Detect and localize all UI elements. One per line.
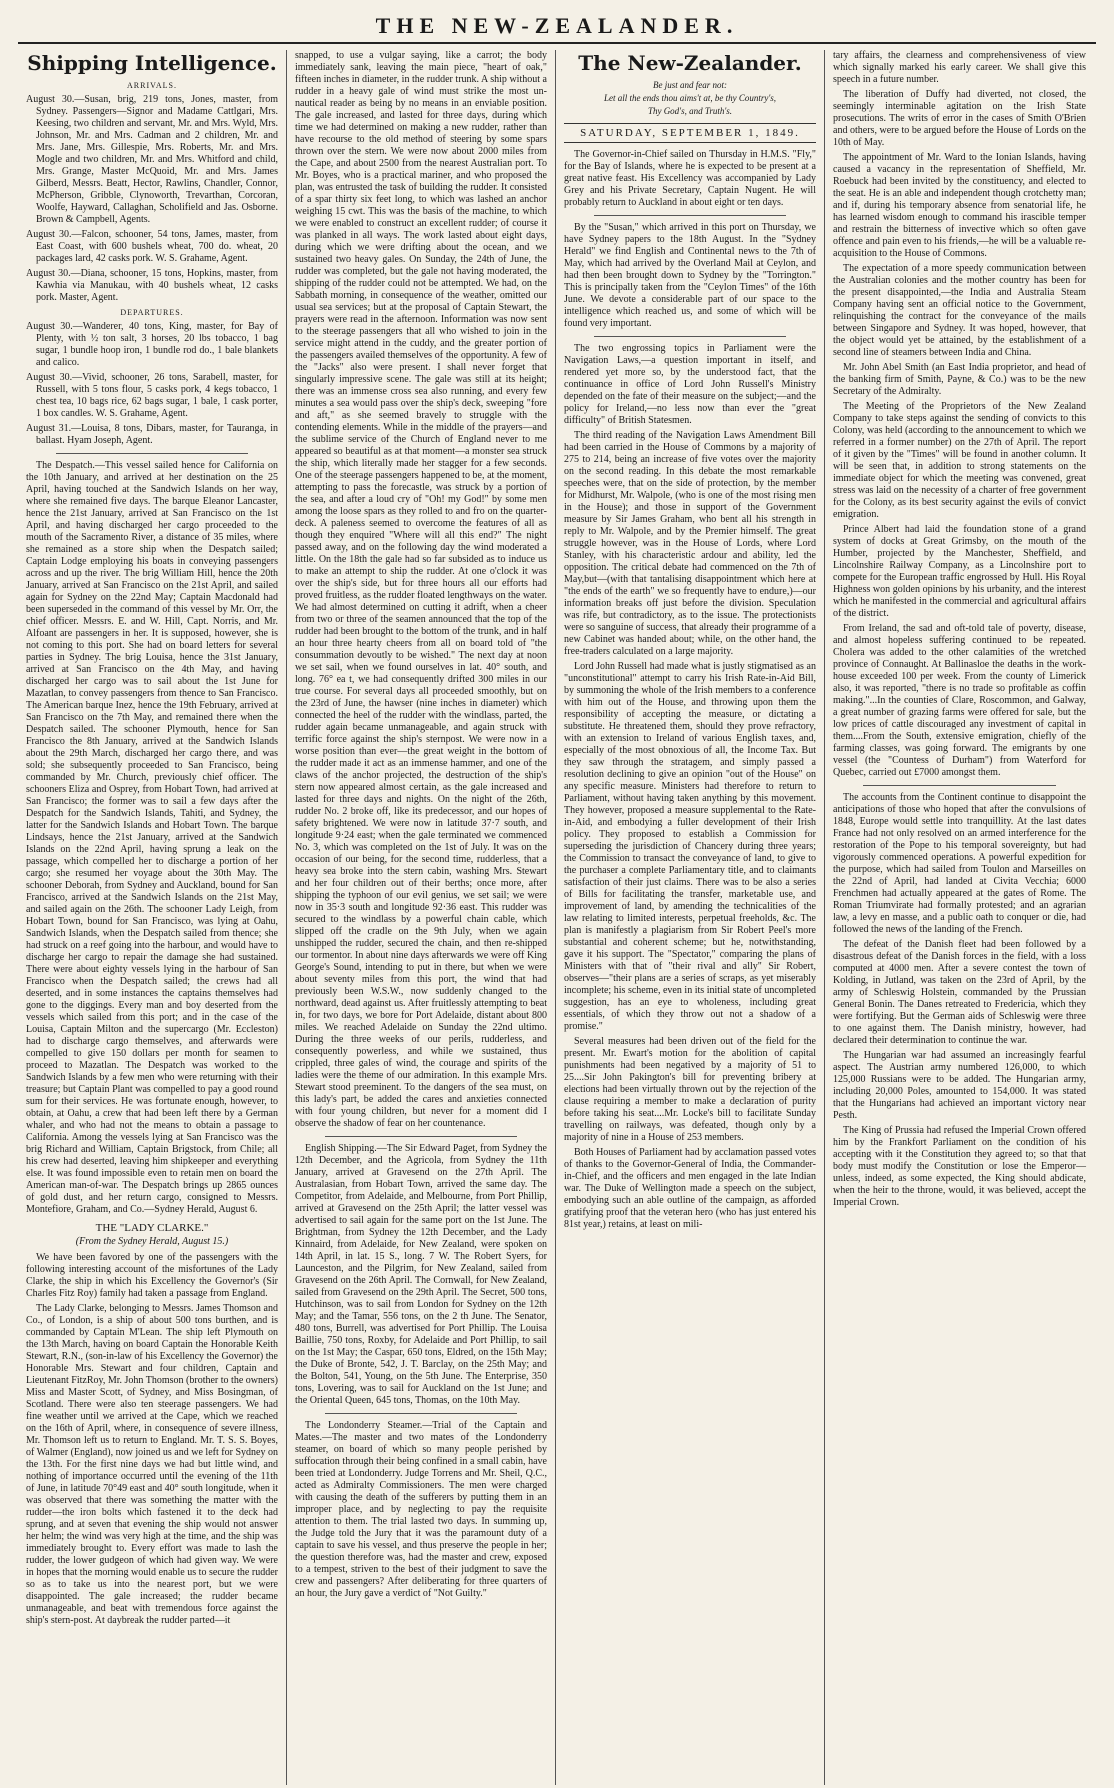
despatch-article: The Despatch.—This vessel sailed hence for California on the 10th January, and arrived at her destination on the 25 April, having touched at the Sandwich Islands on her way, where she remained five days. The barque Eleanor Lancaster, hence the 21st January, arrived at San Francisco on the 1st April, and having discharged her cargo proceeded to the mouth of the Sacramento River, a distance of 35 miles, where she remained as a store ship when the Despatch sailed; Captain Lodge employing his boats in conveying passengers across and up the river. The brig William Hill, hence the 20th January, arrived at San Francisco on the 21st April, and sailed again for Sydney on the 22nd May; Captain Macdonald had been superseded in the command of this vessel by Mr. Orr, the chief officer. Messrs. E. and W. Hill, Capt. Norris, and Mr. Alfoant are passengers in her. It is supposed, however, she is not coming to this port. She had on board letters for several parties in Sydney. The brig Louisa, hence the 31st January, arrived at San Francisco on the 4th May, and having discharged her cargo was to sail about the 1st June for Mazatlan, to convey passengers from thence to San Francisco. The American barque Inez, hence the 19th February, arrived at San Francisco on the 7th May, and remained there when the Despatch sailed. The schooner Plymouth, hence for San Francisco the 8th January, arrived at the Sandwich Islands about the 29th March, discharged her cargo there, and was sold; she subsequently proceeded to San Francisco, being commanded by Mr. Church, previously chief officer. The schooners Eliza and Osprey, from Hobart Town, had arrived at San Francisco; the former was to sail a few days after the Despatch for the Sandwich Islands, Tahiti, and Sydney, the latter for the Sandwich Islands and Hobart Town. The barque Lindsays, hence the 21st January, arrived at the Sandwich Islands on the 22nd April, having sprung a leak on the passage, which compelled her to discharge a portion of her cargo; she resumed her voyage about the 30th May. The schooner Deborah, from Sydney and Auckland, bound for San Francisco, arrived at the Sandwich Islands on the 21st May, and sailed again on the 26th. The schooner Lady Leigh, from Hobart Town, bound for San Francisco, was lying at Oahu, Sandwich Islands, when the Despatch sailed from thence; she had struck on a reef going into the harbour, and would have to discharge her cargo to repair the damage she had sustained. There were about eighty vessels lying in the harbour of San Francisco when the Despatch sailed; the crews had all deserted, and in some instances the captains themselves had gone to the diggings. Every man and boy deserted from the vessels which sailed from this port; and in the case of the Louisa, Captain Milton and the supercargo (Mr. Eccleston) had to discharge cargo themselves, and afterwards were compelled to give 150 dollars per month for seamen to proceed to Mazatlan. The Despatch was worked to the Sandwich Islands by a few men who were returning with their treasure; but Captain Plant was compelled to pay a good round sum for their services. He was fortunate enough, however, to obtain, at Oahu, a crew that had been left there by a German whaler, and who had not the means to obtain a passage to California. Among the vessels lying at San Francisco was the brig Richard and William, Captain Brigstock, from Chile; all his crew had deserted, leaving him shipkeeper and everything else. It was found impossible even to retain men on board the American man-of-war. The Despatch brings up 2865 ounces of gold dust, and her return cargo, consigned to Messrs. Montefiore, Graham, and Co.—Sydney Herald, August 6. (26, 460, 278, 1215)
editorial-heading: The New-Zealander. (578, 51, 802, 75)
news-paragraph: The appointment of Mr. Ward to the Ionian Islands, having caused a vacancy in the representation of Sheffield, Mr. Roebuck had been invited by the constituency, and elected to the seat. He is an able and independent though crotchetty man; and if, during his temporary absence from senatorial life, he has learned wisdom enough to command his irascible temper and restrain the bitterness of invective which so often gave offence and pain even to his friends,—he will be a valuable re-acquisition to the House of Commons. (833, 152, 1086, 259)
shipping-intelligence-heading: Shipping Intelligence. (27, 51, 277, 75)
editorial-paragraph: Several measures had been driven out of the field for the present. Mr. Ewart's motion for the abolition of capital punishments had been negatived by a majority of 51 to 25....Sir John Pakington's bill for preventing bribery at elections had been virtually thrown out by the rejection of the clause requiring a member to make a declaration of purity before taking his seat....Mr. Locke's bill to facilitate Sunday travelling on railways, was defeated, though only by a majority of nine in a House of 253 members. (564, 1036, 816, 1143)
english-shipping-article: English Shipping.—The Sir Edward Paget, from Sydney the 12th December, and the Agricola, from Sydney the 11th January, arrived at Gravesend on the 27th April. The Australasian, from Hobart Town, arrived the same day. The Competitor, from Adelaide, and Melbourne, from Port Phillip, arrived at Gravesend on the 25th April; the latter vessel was advertised to sail again for the same port on the 1st June. The Brightman, from Sydney the 12th December, and the Lady Kinnaird, from Adelaide, for New Zealand, were spoken on 14th April, in lat. 15 S., long. 7 W. The Robert Syers, for Launceston, and the Pilgrim, for New Zealand, sailed from Gravesend on the 26th April. The Cornwall, for New Zealand, sailed from Gravesend on the 29th April. The Secret, 500 tons, Hutchinson, was to sail from London for Sydney on the 12th May; and the Tamar, 556 tons, on the 2 th June. The Senator, 480 tons, Burrell, was advertised for Port Phillip. The Louisa Baillie, 750 tons, Roxby, for Adelaide and Port Phillip, to sail on the 1st May; the Caspar, 650 tons, Eldred, on the 15th May; the Duke of Bronte, 542, J. T. Barclay, on the 25th May; and the Bolton, 541, Young, on the 5th June. The Enterprise, 350 tons, Lovering, was to sail for Auckland on the 1st June; and the Oriental Queen, 645 tons, Thomas, on the 10th May. (295, 1143, 547, 1406)
divider (325, 1413, 517, 1414)
news-paragraph: The Hungarian war had assumed an increasingly fearful aspect. The Austrian army numbered 126,000, to which 125,000 Russians were to be added. The Hungarian army, including 20,000 Poles, amounted to 154,000. It was stated that the Hungarians had achieved an important victory near Pesth. (833, 1050, 1086, 1121)
news-paragraph: The Meeting of the Proprietors of the New Zealand Company to take steps against the sending of convicts to this Colony, was held (according to the announcement to which we referred in a former number) on the 27th of April. The report of it given by the "Times" will be found in another column. It will be seen that, in addition to strong statements on the immediate object for which the meeting was convened, great stress was laid on the necessity of a charter of free government for the Colony, as its best security against the evils of convict emigration. (833, 401, 1086, 520)
divider (594, 215, 786, 216)
columns (18, 50, 1096, 1785)
departures-label: DEPARTURES. (120, 308, 184, 317)
news-paragraph: Prince Albert had laid the foundation stone of a grand system of docks at Great Grimsby, on the mouth of the Humber, projected by the Manchester, Sheffield, and Lincolnshire Railway Company, as a Lincolnshire port to compete for the European traffic engrossed by Hull. His Royal Highness won golden opinions by his urbanity, and the interest which he manifested in the commercial and agricultural affairs of the district. (833, 524, 1086, 619)
motto-line: Be just and fear not: (653, 80, 727, 90)
editorial-paragraph: Both Houses of Parliament had by acclamation passed votes of thanks to the Governor-General of India, the Commander-in-Chief, and the officers and men engaged in the late Indian war. The Duke of Wellington made a speech on the subject, embodying such an able outline of the campaign, as afforded gratifying proof that the veteran hero (who has just entered his 81st year,) retains, at least on mili- (564, 1147, 816, 1230)
editorial-paragraph: The Governor-in-Chief sailed on Thursday in H.M.S. "Fly," for the Bay of Islands, where he is expected to be present at a great native feast. His Excellency was accompanied by Lady Grey and his Private Secretary, Captain Nugent. He will probably return to Auckland in about eight or ten days. (564, 149, 816, 208)
divider (594, 336, 786, 337)
arrivals-list (26, 94, 278, 304)
motto-line: Let all the ends thou aims't at, be thy Country's, (603, 93, 777, 103)
news-paragraph: The accounts from the Continent continue to disappoint the anticipations of those who hoped that after the convulsions of 1848, Europe would settle into tranquillity. At the last dates France had not only resolved on an armed interference for the restoration of the Pope to his temporal sovereignty, but had vigorously commenced operations. A powerful expedition for the purpose, which had sailed from Toulon and Marseilles on the 22nd of April, had landed at Civita Vecchia; 6000 Frenchmen had actually appeared at the gates of Rome. The Roman Triumvirate had formally protested; and an agrarian law, a levy en masse, and a public oath to conquer or die, had followed the news of the landing of the French. (833, 792, 1086, 935)
masthead: THE NEW-ZEALANDER. (18, 0, 1096, 44)
news-paragraph: The defeat of the Danish fleet had been followed by a disastrous defeat of the Danish forces in the field, with a loss computed at 4000 men. After a severe contest the town of Kolding, in Jutland, was taken on the 23rd of April, by the army of Schleswig Holstein, commanded by the Prussian General Bonin. The Danes retreated to Fredericia, which they were fortifying. But the German aids of Schleswig were three to one against them. The Danish ministry, however, had declared their determination to continue the war. (833, 939, 1086, 1046)
editorial-paragraph: The third reading of the Navigation Laws Amendment Bill had been carried in the House of Commons by a majority of 275 to 214, being an increase of five votes over the majority on the second reading. In this debate the most remarkable speeches were, that on the side of protection, by the member for Midhurst, Mr. Walpole, (who is one of the most rising men in the House); and those in support of the Government measure by Sir James Graham, who bent all his strength in reply to Mr. Walpole, and by the Premier himself. The great struggle however, was in the House of Lords, where Lord Stanley, with his characteristic ardour and ability, led the opposition. The critical debate had commenced on the 7th of May,but—(with that tantalising disappointment which here at "the ends of the earth" we so frequently have to endure,)—our information breaks off just before the division. Speculation was rife, but contradictory, as to the issue. The protectionists were so sanguine of success, that already their programme of a new Cabinet was handed about; while, on the other hand, the free-traders calculated on a large majority. (564, 430, 816, 657)
dateline: SATURDAY, SEPTEMBER 1, 1849. (564, 123, 816, 143)
departure-entry: August 30.—Vivid, schooner, 26 tons, Sarabell, master, for Russell, with 5 tons flour, 5 casks pork, 4 kegs tobacco, 1 chest tea, 10 bags rice, 62 bags sugar, 1 bale, 1 cask porter, 1 box candles. W. S. Grahame, Agent. (26, 372, 278, 419)
column-lady-clarke-continued (287, 50, 556, 1785)
news-paragraph: tary affairs, the clearness and comprehensiveness of view which signally marked his early career. We shall give this speech in a future number. (833, 50, 1086, 85)
news-paragraph: From Ireland, the sad and oft-told tale of poverty, disease, and almost hopeless suffering continued to be repeated. Cholera was added to the other calamities of the wretched province of Connaught. At Ballinasloe the deaths in the work-house exceeded 100 per week. From the county of Limerick also, it was reported, "there is no trade so profitable as coffin making."...In the counties of Clare, Roscommon, and Galway, a great number of grazing farms were offered for sale, but the low prices of cattle discouraged any investment of capital in them....From the South, extensive emigration, chiefly of the farming classes, was going forward. The emigrants by one vessel (the "Countess of Durham") from Waterford for Quebec, carried out £7000 amongst them. (833, 623, 1086, 778)
lady-clarke-title: THE "LADY CLARKE." (95, 1222, 209, 1234)
lady-clarke-source: (From the Sydney Herald, August 15.) (75, 1236, 229, 1247)
editorial-paragraph: By the "Susan," which arrived in this port on Thursday, we have Sydney papers to the 18th August. In the "Sydney Herald" we find English and Continental news to the 7th of May, which had arrived by the Overland Mail at Ceylon, and had then been brought down to Sydney by the "Torrington." This is principally taken from the "Ceylon Times" of the 16th June. We devote a considerable part of our space to the intelligence which reached us, and some of which will be found very important. (564, 222, 816, 329)
londonderry-article: The Londonderry Steamer.—Trial of the Captain and Mates.—The master and two mates of the Londonderry steamer, on board of which so many people perished by suffocation through their being confined in a small cabin, have been tried at Londonderry. Judge Torrens and Mr. Sheil, Q.C., acted as Admiralty Commissioners. The men were charged with causing the death of the sufferers by putting them in an improper place, and by neglecting to pay the requisite attention to them. The trial lasted two days. In summing up, the Judge told the Jury that it was the paramount duty of a captain to save his vessel, and thus preserve the people in her; the question therefore was, had the master and crew, exposed to a tempest, striven to the best of their judgment to save the crew and passengers? After deliberating for three quarters of an hour, the Jury gave a verdict of "Not Guilty." (295, 1420, 547, 1599)
divider (325, 1136, 517, 1137)
news-paragraph: The liberation of Duffy had diverted, not closed, the seemingly interminable agitation on the Irish State prosecutions. The writs of error in the cases of Smith O'Brien and others, were to be argued before the House of Lords on the 10th of May. (833, 89, 1086, 148)
lady-clarke-paragraph: The Lady Clarke, belonging to Messrs. James Thomson and Co., of London, is a ship of about 500 tons burthen, and is commanded by Captain M'Lean. The ship left Plymouth on the 13th March, having on board Captain the Honorable Keith Stewart, R.N., (son-in-law of his Excellency the Governor) the Honorable Mrs. Stewart and four children, Captain and Lieutenant FitzRoy, Mr. John Thomson (brother to the owners) Miss and Master Scott, of Sydney, and Miss Bosingman, of Scotland. There were also ten steerage passengers. We had fine weather until we arrived at the Cape, which we reached on the 16th of April, where, in consequence of severe illness, Mr. Thomson left us to return to England. Mr. T. S. S. Boyes, of Walmer (England), now joined us and we left for Sydney on the 13th. For the first nine days we had but little wind, and nothing of importance occurred until the evening of the 11th of June, in latitude 70°49 east and 40° south longitude, when it was observed that there was something the matter with the rudder—the iron bolts which fastened it to the deck had sprung, and at seven that evening the ship would not answer her helm; the wind was very high at the time, and the ship was immediately brought to. Every effort was made to lash the rudder, the lower gudgeon of which had given way. We were in hopes that the morning would enable us to secure the rudder so as to take us into the nearest port, but we were disappointed. The gale increased; the rudder became unmanageable, and beat with tremendous force against the ship's stern-post. At daybreak the rudder parted—it (26, 1303, 278, 1626)
arrival-entry: August 30.—Diana, schooner, 15 tons, Hopkins, master, from Kawhia via Manukau, with 40 bushels wheat, 12 casks pork. Master, Agent. (26, 268, 278, 303)
divider (863, 785, 1056, 786)
departures-list (26, 321, 278, 447)
column-editorial (556, 50, 825, 1785)
editorial-paragraph: The two engrossing topics in Parliament were the Navigation Laws,—a question important in itself, and rendered yet more so, by the understood fact, that the continuance in office of Lord John Russell's Ministry depended on the fate of their measure on the subject;—and the policy for Ireland,—no less now than ever the "great difficulty" of British Statesmen. (564, 343, 816, 426)
motto-line: Thy God's, and Truth's. (647, 106, 733, 116)
arrival-entry: August 30.—Falcon, schooner, 54 tons, James, master, from East Coast, with 600 bushels wheat, 700 do. wheat, 20 packages lard, 42 casks pork. W. S. Grahame, Agent. (26, 229, 278, 264)
news-paragraph: The expectation of a more speedy communication between the Australian colonies and the mother country has been for the present disappointed,—the India and Australia Steam Company having sent an official notice to the Government, relinquishing the contract for the conveyance of the mails between Singapore and Sydney. It was hoped, however, that the object would yet be attained, by the establishment of a second line of steamers between India and China. (833, 263, 1086, 358)
news-paragraph: The King of Prussia had refused the Imperial Crown offered him by the Frankfort Parliament on the condition of his accepting with it the Constitution they agreed to; so that that body must modify the Constitution or lose the Emperor—unless, indeed, as some expected, the King should abdicate, when the heir to the throne, would, it was believed, accept the Imperial Crown. (833, 1125, 1086, 1208)
divider (56, 453, 248, 454)
departure-entry: August 31.—Louisa, 8 tons, Dibars, master, for Tauranga, in ballast. Hyam Joseph, Agent. (26, 423, 278, 446)
departure-entry: August 30.—Wanderer, 40 tons, King, master, for Bay of Plenty, with ½ ton salt, 3 horses, 20 lbs tobacco, 1 bag sugar, 1 bundle hoop iron, 1 bundle rod do., 1 bale blankets and calico. (26, 321, 278, 368)
editorial-paragraph: Lord John Russell had made what is justly stigmatised as an "unconstitutional" attempt to carry his Irish Rate-in-Aid Bill, by summoning the whole of the Irish members to a conference with him out of the House, and throwing upon them the responsibility of accepting the measure, or dictating a substitute. He threatened them, should they prove refractory, with an extension to Ireland of various English taxes, and, especially of the most obnoxious of all, the Income Tax. But they saw through the stratagem, and simply passed a resolution declining to give an opinion "out of the House" on any specific measure. Ministers had therefore to return to Parliament, without having taken anything by this movement. They however, proposed a measure supplemental to the Rate-in-Aid, and embodying a fuller development of their Irish policy. They proposed to establish a Commission for superseding the jurisdiction of Chancery during three years; the Commission to transact the conveyance of land, to give to the purchaser a complete Parliamentary title, and to claimants satisfaction of their just claims. There was to be also a series of Bills for facilitating the transfer, marketable use, and improvement of land, by amending the technicalities of the law relating to limited interests, perpetual freeholds, &c. The plan is manifestly a plagiarism from Sir Robert Peel's more substantial and coherent scheme; but he, notwithstanding, gave it his support. The "Spectator," comparing the plans of Ministers with that of "their rival and ally" Sir Robert, observes—"their plans are a series of scraps, as yet miserably incomplete; his scheme, even in its initial state of uncompleted suggestion, has an eye to wholeness, including great essentials, of which they throw out not a shadow of a promise." (564, 661, 816, 1032)
lady-clarke-continuation: snapped, to use a vulgar saying, like a carrot; the body immediately sank, leaving the main piece, "heart of oak," fifteen inches in diameter, in the rudder trunk. A ship without a rudder in a heavy gale of wind must strike the most un-nautical reader as being by no means in an enviable position. The gale increased, and lasted for three days, during which time we had determined on making a new rudder, rather than have recourse to the old method of steering by some spars thrown over the stern. We were now about 2000 miles from the Cape, and about 2500 from the nearest Australian port. To Mr. Boyes, who is a practical mariner, and who proposed the plan, was entrusted the task of building the rudder. It consisted of a spar thirty six feet long, to which was lashed an anchor weighing 15 cwt. This was the basis of the machine, to which we were enabled to construct an excellent rudder; of course it was planked in all ways. The work lasted about eight days, during which we were drifting about the ocean, and we sustained two heavy gales. On Sunday, the 24th of June, the rudder was completed, but the gale not having moderated, the shipping of the rudder could not be attempted. We had, on the Sabbath morning, in consequence of the weather, omitted our usual sea services; but at the proposal of Captain Stewart, the prayers were read in the afternoon. Information was now sent to the steerage passengers that all who wished to join in the service might attend in the cuddy, and the greater portion of the passengers availed themselves of the opportunity. A few of the "Jacks" also were present. I shall never forget that singularly impressive scene. The gale was still at its height; there was an immense cross sea also running, and every few minutes a sea would pass over the ship's deck, sweeping "fore and aft," as she seemed bravely to struggle with the contending elements. While in the middle of the prayers—and the sublime service of the Church of England never to me appeared so beautiful as at that moment—a monster sea struck the ship, which literally made her stagger for a few seconds. One of the steerage passengers happened to be, at the moment, attempting to pass the forecastle, was struck by a portion of the sea, and after a loud cry of "Oh! my God!" by some men among the loose spars as they rolled to and fro on the quarter-deck. A paleness seemed to overcome the features of all as though they enquired "Where will all this end?" The night passed away, and on the following day the wind moderated a little. On the 18th the gale had so far subsided as to induce us to make an attempt to ship the rudder. At one o'clock it was over the ship's side, but for three hours all our efforts had proved fruitless, as the rudder floated lengthways on the water. We had almost determined on cutting it adrift, when a cheer from two or three of the seamen announced that the top of the rudder had been brought to the bottom of the trunk, and in half an hour three hearty cheers from all on board told of "the consummation devoutly to be wished." The next day at noon we set sail, when we found ourselves in lat. 40° south, and long. 76° ea t, we had consequently drifted 300 miles in our true course. For several days all proceeded smoothly, but on the 23rd of June, the hawser (nine inches in diameter) which connected the heel of the rudder with the windlass, parted, the rudder again became unmanageable, and again struck with terrific force against the ship's sternpost. We were now in a worse position than ever—the great weight in the bottom of the rudder made it act as an immense hammer, and one of the claws of the anchor projected, the destruction of the ship's stern now appeared almost certain, as the gale increased and lasted for three days and nights. On the night of the 26th, rudder No. 2 broke off, like its predecessor, and our hopes of safety brightened. We were now in latitude 37·7 south, and longitude 9·24 east; when the gale terminated we commenced No. 3, which was completed on the 1st of July. It was on the occasion of our being, for the second time, rudderless, that a heavy sea broke into the stern cabin, washing Mrs. Stewart and her four children out of their berths; once more, after shipping the typhoon of our evil genius, we set sail; we were now in 35·3 south and longitude 92·36 east. This rudder was secured to the windlass by a powerful chain cable, which slipped off the cradle on the 9th July, when we again unshipped the rudder, secured the chain, and then re-shipped our tormentor. In about nine days afterwards we were off King George's Sound, intending to put in there, but when we were about seventy miles from this port, the wind that had previously been W.S.W., now suddenly changed to the northward, dead against us. After fruitlessly attempting to beat in, for two days, we bore for Port Adelaide, distant about 800 miles. We reached Adelaide on Sunday the 22nd ultimo. During the three weeks of our perils, rudderless, and consequently powerless, and while we sustained, thus crippled, three gales of wind, the courage and spirits of the ladies were the theme of our admiration. In this example Mrs. Stewart stood preeminent. To the dangers of the sea must, on this lady's part, be added the cares and anxieties connected with four young children, but never for a moment did I observe the shadow of fear on her countenance. (295, 50, 547, 1129)
column-shipping-intelligence (18, 50, 287, 1785)
column-news-summary (825, 50, 1094, 1785)
lady-clarke-paragraph: We have been favored by one of the passengers with the following interesting account of the misfortunes of the Lady Clarke, the ship in which his Excellency the Governor's (Sir Charles Fitz Roy) family had taken a passage from England. (26, 1252, 278, 1299)
news-paragraph: Mr. John Abel Smith (an East India proprietor, and head of the banking firm of Smith, Payne, & Co.) was to be the new Secretary of the Admiralty. (833, 362, 1086, 397)
arrival-entry: August 30.—Susan, brig, 219 tons, Jones, master, from Sydney. Passengers—Signor and Madame Cattlgari, Mrs. Keesing, two children and servant, Mr. and Mrs. Wyld, Mrs. Johnson, Mr. and Mrs. Cadman and 2 children, Mr. and Mrs. Jane, Mrs. Gillespie, Mrs. Roberts, Mr. and Mrs. Mogle and two children, Mr. and Mrs. Whitford and child, Mrs. Grange, Master McQuoid, Mr. and Mrs. James Gilberd, Messrs. Beatt, Hector, Rawlins, Chandler, Connor, McPherson, Gribble, Clynoworth, Trevarthan, Corcoran, Woolfe, Hayward, Callaghan, Scholifield and Jas. Osborne. Brown & Campbell, Agents. (26, 94, 278, 225)
arrivals-label: ARRIVALS. (127, 81, 177, 90)
